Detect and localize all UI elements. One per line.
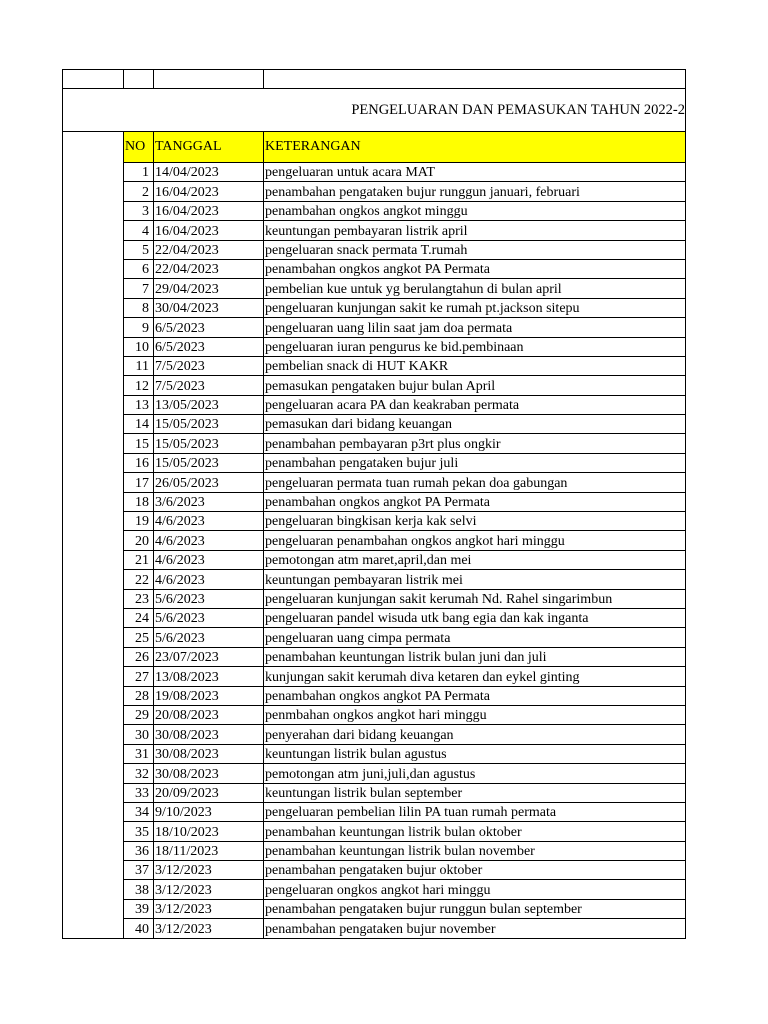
cell-no[interactable]: 6 xyxy=(124,259,154,278)
cell-no[interactable]: 37 xyxy=(124,861,154,880)
cell-keterangan[interactable]: pengeluaran penambahan ongkos angkot hari minggu xyxy=(264,531,686,550)
cell-tanggal[interactable]: 30/08/2023 xyxy=(154,744,264,763)
cell-tanggal[interactable]: 4/6/2023 xyxy=(154,512,264,531)
cell-keterangan[interactable]: penambahan ongkos angkot PA Permata xyxy=(264,492,686,511)
empty-cell[interactable] xyxy=(63,764,124,783)
empty-cell[interactable] xyxy=(63,512,124,531)
table-row xyxy=(63,473,686,492)
empty-cell[interactable] xyxy=(63,473,124,492)
empty-cell[interactable] xyxy=(63,492,124,511)
empty-cell[interactable] xyxy=(63,802,124,821)
cell-tanggal[interactable]: 16/04/2023 xyxy=(154,182,264,201)
empty-cell[interactable] xyxy=(63,822,124,841)
table-row xyxy=(63,899,686,918)
table-row xyxy=(63,298,686,317)
cell-keterangan[interactable]: penambahan ongkos angkot minggu xyxy=(264,201,686,220)
empty-cell[interactable] xyxy=(264,70,686,89)
cell-no[interactable]: 5 xyxy=(124,240,154,259)
cell-tanggal[interactable]: 20/08/2023 xyxy=(154,705,264,724)
cell-no[interactable]: 23 xyxy=(124,589,154,608)
cell-no[interactable]: 3 xyxy=(124,201,154,220)
cell-keterangan[interactable]: pemasukan dari bidang keuangan xyxy=(264,415,686,434)
table-row xyxy=(63,744,686,763)
cell-tanggal[interactable]: 16/04/2023 xyxy=(154,201,264,220)
empty-cell[interactable] xyxy=(63,725,124,744)
cell-no[interactable]: 11 xyxy=(124,356,154,375)
cell-tanggal[interactable]: 15/05/2023 xyxy=(154,415,264,434)
cell-tanggal[interactable]: 3/12/2023 xyxy=(154,880,264,899)
table-row xyxy=(63,492,686,511)
cell-tanggal[interactable]: 4/6/2023 xyxy=(154,531,264,550)
header-tanggal[interactable]: TANGGAL xyxy=(154,132,264,163)
cell-keterangan[interactable]: keuntungan listrik bulan september xyxy=(264,783,686,802)
cell-no[interactable]: 12 xyxy=(124,376,154,395)
empty-cell[interactable] xyxy=(63,899,124,918)
header-keterangan[interactable]: KETERANGAN xyxy=(264,132,686,163)
cell-keterangan[interactable]: penambahan pengataken bujur oktober xyxy=(264,861,686,880)
table-row xyxy=(63,783,686,802)
expense-income-table xyxy=(62,69,686,939)
cell-no[interactable]: 7 xyxy=(124,279,154,298)
cell-tanggal[interactable]: 3/6/2023 xyxy=(154,492,264,511)
empty-cell[interactable] xyxy=(63,182,124,201)
cell-no[interactable]: 10 xyxy=(124,337,154,356)
cell-keterangan[interactable]: pengeluaran pandel wisuda utk bang egia dan kak inganta xyxy=(264,608,686,627)
cell-tanggal[interactable]: 18/11/2023 xyxy=(154,841,264,860)
cell-no[interactable]: 34 xyxy=(124,802,154,821)
cell-no[interactable]: 27 xyxy=(124,667,154,686)
cell-tanggal[interactable]: 26/05/2023 xyxy=(154,473,264,492)
cell-no[interactable]: 24 xyxy=(124,608,154,627)
table-row xyxy=(63,395,686,414)
cell-keterangan[interactable]: pengeluaran acara PA dan keakraban permata xyxy=(264,395,686,414)
empty-cell[interactable] xyxy=(63,70,124,89)
cell-tanggal[interactable]: 7/5/2023 xyxy=(154,356,264,375)
cell-tanggal[interactable]: 3/12/2023 xyxy=(154,899,264,918)
cell-keterangan[interactable]: pembelian kue untuk yg berulangtahun di bulan april xyxy=(264,279,686,298)
empty-cell[interactable] xyxy=(63,395,124,414)
cell-keterangan[interactable]: penambahan ongkos angkot PA Permata xyxy=(264,686,686,705)
empty-cell[interactable] xyxy=(63,841,124,860)
cell-no[interactable]: 15 xyxy=(124,434,154,453)
cell-tanggal[interactable]: 3/12/2023 xyxy=(154,919,264,938)
cell-no[interactable]: 16 xyxy=(124,453,154,472)
empty-cell[interactable] xyxy=(63,686,124,705)
table-row xyxy=(63,201,686,220)
table-row xyxy=(63,434,686,453)
empty-cell[interactable] xyxy=(63,201,124,220)
table-row xyxy=(63,822,686,841)
table-row xyxy=(63,589,686,608)
empty-cell[interactable] xyxy=(154,70,264,89)
cell-tanggal[interactable]: 7/5/2023 xyxy=(154,376,264,395)
table-row xyxy=(63,356,686,375)
empty-cell[interactable] xyxy=(63,132,124,163)
empty-cell[interactable] xyxy=(63,531,124,550)
cell-tanggal[interactable]: 30/08/2023 xyxy=(154,764,264,783)
cell-no[interactable]: 19 xyxy=(124,512,154,531)
cell-tanggal[interactable]: 30/04/2023 xyxy=(154,298,264,317)
cell-tanggal[interactable]: 16/04/2023 xyxy=(154,221,264,240)
empty-cell[interactable] xyxy=(63,783,124,802)
table-row xyxy=(63,376,686,395)
cell-keterangan[interactable]: pengeluaran untuk acara MAT xyxy=(264,163,686,182)
cell-tanggal[interactable]: 19/08/2023 xyxy=(154,686,264,705)
table-row xyxy=(63,259,686,278)
table-row xyxy=(63,608,686,627)
cell-keterangan[interactable]: penambahan pembayaran p3rt plus ongkir xyxy=(264,434,686,453)
empty-cell[interactable] xyxy=(63,318,124,337)
cell-tanggal[interactable]: 6/5/2023 xyxy=(154,337,264,356)
table-row xyxy=(63,880,686,899)
cell-keterangan[interactable]: pengeluaran kunjungan sakit kerumah Nd. Rahel singarimbun xyxy=(264,589,686,608)
cell-tanggal[interactable]: 29/04/2023 xyxy=(154,279,264,298)
empty-cell[interactable] xyxy=(124,70,154,89)
empty-cell[interactable] xyxy=(63,550,124,569)
cell-no[interactable]: 30 xyxy=(124,725,154,744)
empty-cell[interactable] xyxy=(63,608,124,627)
cell-keterangan[interactable]: penambahan pengataken bujur runggun januari, februari xyxy=(264,182,686,201)
cell-keterangan[interactable]: penambahan keuntungan listrik bulan juni dan juli xyxy=(264,647,686,666)
empty-cell[interactable] xyxy=(63,298,124,317)
cell-keterangan[interactable]: pengeluaran pembelian lilin PA tuan rumah permata xyxy=(264,802,686,821)
cell-tanggal[interactable]: 4/6/2023 xyxy=(154,550,264,569)
cell-tanggal[interactable]: 22/04/2023 xyxy=(154,259,264,278)
cell-no[interactable]: 21 xyxy=(124,550,154,569)
cell-keterangan[interactable]: penambahan pengataken bujur november xyxy=(264,919,686,938)
cell-keterangan[interactable]: pengeluaran uang lilin saat jam doa permata xyxy=(264,318,686,337)
table-row xyxy=(63,550,686,569)
cell-tanggal[interactable]: 4/6/2023 xyxy=(154,570,264,589)
cell-no[interactable]: 18 xyxy=(124,492,154,511)
cell-no[interactable]: 32 xyxy=(124,764,154,783)
empty-cell[interactable] xyxy=(63,705,124,724)
empty-cell[interactable] xyxy=(63,880,124,899)
cell-no[interactable]: 22 xyxy=(124,570,154,589)
cell-keterangan[interactable]: penyerahan dari bidang keuangan xyxy=(264,725,686,744)
empty-cell[interactable] xyxy=(63,279,124,298)
cell-keterangan[interactable]: penambahan ongkos angkot PA Permata xyxy=(264,259,686,278)
cell-no[interactable]: 4 xyxy=(124,221,154,240)
cell-keterangan[interactable]: keuntungan listrik bulan agustus xyxy=(264,744,686,763)
spreadsheet xyxy=(62,69,685,939)
cell-tanggal[interactable]: 3/12/2023 xyxy=(154,861,264,880)
cell-tanggal[interactable]: 5/6/2023 xyxy=(154,608,264,627)
table-row xyxy=(63,240,686,259)
cell-no[interactable]: 33 xyxy=(124,783,154,802)
cell-tanggal[interactable]: 18/10/2023 xyxy=(154,822,264,841)
cell-no[interactable]: 9 xyxy=(124,318,154,337)
header-no[interactable]: NO xyxy=(124,132,154,163)
empty-top-row xyxy=(63,70,686,89)
cell-no[interactable]: 25 xyxy=(124,628,154,647)
table-row xyxy=(63,415,686,434)
cell-tanggal[interactable]: 23/07/2023 xyxy=(154,647,264,666)
cell-no[interactable]: 39 xyxy=(124,899,154,918)
sheet-title[interactable]: PENGELUARAN DAN PEMASUKAN TAHUN 2022-2 xyxy=(63,89,686,132)
empty-cell[interactable] xyxy=(63,628,124,647)
cell-keterangan[interactable]: pembelian snack di HUT KAKR xyxy=(264,356,686,375)
cell-keterangan[interactable]: pemasukan pengataken bujur bulan April xyxy=(264,376,686,395)
table-row xyxy=(63,861,686,880)
table-row xyxy=(63,163,686,182)
cell-keterangan[interactable]: penambahan pengataken bujur runggun bulan september xyxy=(264,899,686,918)
cell-keterangan[interactable]: penambahan pengataken bujur juli xyxy=(264,453,686,472)
table-row xyxy=(63,570,686,589)
table-row xyxy=(63,686,686,705)
empty-cell[interactable] xyxy=(63,667,124,686)
cell-tanggal[interactable]: 13/08/2023 xyxy=(154,667,264,686)
empty-cell[interactable] xyxy=(63,259,124,278)
cell-no[interactable]: 17 xyxy=(124,473,154,492)
cell-keterangan[interactable]: pengeluaran iuran pengurus ke bid.pembinaan xyxy=(264,337,686,356)
cell-no[interactable]: 26 xyxy=(124,647,154,666)
cell-tanggal[interactable]: 13/05/2023 xyxy=(154,395,264,414)
cell-no[interactable]: 1 xyxy=(124,163,154,182)
cell-keterangan[interactable]: pemotongan atm juni,juli,dan agustus xyxy=(264,764,686,783)
cell-no[interactable]: 31 xyxy=(124,744,154,763)
empty-cell[interactable] xyxy=(63,356,124,375)
cell-keterangan[interactable]: pengeluaran bingkisan kerja kak selvi xyxy=(264,512,686,531)
table-row xyxy=(63,221,686,240)
cell-keterangan[interactable]: penmbahan ongkos angkot hari minggu xyxy=(264,705,686,724)
cell-no[interactable]: 40 xyxy=(124,919,154,938)
title-row xyxy=(63,89,686,132)
table-row xyxy=(63,453,686,472)
empty-cell[interactable] xyxy=(63,744,124,763)
cell-keterangan[interactable]: pengeluaran snack permata T.rumah xyxy=(264,240,686,259)
empty-cell[interactable] xyxy=(63,376,124,395)
cell-no[interactable]: 38 xyxy=(124,880,154,899)
cell-no[interactable]: 28 xyxy=(124,686,154,705)
cell-no[interactable]: 20 xyxy=(124,531,154,550)
empty-cell[interactable] xyxy=(63,570,124,589)
cell-keterangan[interactable]: penambahan keuntungan listrik bulan november xyxy=(264,841,686,860)
cell-tanggal[interactable]: 5/6/2023 xyxy=(154,628,264,647)
cell-keterangan[interactable]: pengeluaran ongkos angkot hari minggu xyxy=(264,880,686,899)
cell-keterangan[interactable]: pemotongan atm maret,april,dan mei xyxy=(264,550,686,569)
cell-keterangan[interactable]: pengeluaran permata tuan rumah pekan doa gabungan xyxy=(264,473,686,492)
table-row xyxy=(63,919,686,938)
table-row xyxy=(63,182,686,201)
empty-cell[interactable] xyxy=(63,163,124,182)
empty-cell[interactable] xyxy=(63,434,124,453)
header-row xyxy=(63,132,686,163)
cell-no[interactable]: 29 xyxy=(124,705,154,724)
cell-tanggal[interactable]: 22/04/2023 xyxy=(154,240,264,259)
table-row xyxy=(63,628,686,647)
cell-tanggal[interactable]: 9/10/2023 xyxy=(154,802,264,821)
cell-no[interactable]: 14 xyxy=(124,415,154,434)
empty-cell[interactable] xyxy=(63,453,124,472)
cell-keterangan[interactable]: keuntungan pembayaran listrik april xyxy=(264,221,686,240)
table-row xyxy=(63,725,686,744)
table-row xyxy=(63,531,686,550)
cell-no[interactable]: 13 xyxy=(124,395,154,414)
empty-cell[interactable] xyxy=(63,647,124,666)
cell-tanggal[interactable]: 30/08/2023 xyxy=(154,725,264,744)
cell-keterangan[interactable]: penambahan keuntungan listrik bulan oktober xyxy=(264,822,686,841)
table-row xyxy=(63,841,686,860)
empty-cell[interactable] xyxy=(63,415,124,434)
cell-no[interactable]: 36 xyxy=(124,841,154,860)
cell-tanggal[interactable]: 15/05/2023 xyxy=(154,434,264,453)
table-row xyxy=(63,667,686,686)
cell-keterangan[interactable]: keuntungan pembayaran listrik mei xyxy=(264,570,686,589)
cell-no[interactable]: 35 xyxy=(124,822,154,841)
table-row xyxy=(63,764,686,783)
cell-tanggal[interactable]: 20/09/2023 xyxy=(154,783,264,802)
cell-no[interactable]: 2 xyxy=(124,182,154,201)
table-row xyxy=(63,337,686,356)
cell-keterangan[interactable]: pengeluaran uang cimpa permata xyxy=(264,628,686,647)
table-row xyxy=(63,279,686,298)
table-row xyxy=(63,705,686,724)
empty-cell[interactable] xyxy=(63,919,124,938)
cell-keterangan[interactable]: pengeluaran kunjungan sakit ke rumah pt.jackson sitepu xyxy=(264,298,686,317)
empty-cell[interactable] xyxy=(63,337,124,356)
cell-tanggal[interactable]: 15/05/2023 xyxy=(154,453,264,472)
cell-tanggal[interactable]: 6/5/2023 xyxy=(154,318,264,337)
table-row xyxy=(63,802,686,821)
cell-tanggal[interactable]: 14/04/2023 xyxy=(154,163,264,182)
table-row xyxy=(63,647,686,666)
empty-cell[interactable] xyxy=(63,589,124,608)
empty-cell[interactable] xyxy=(63,240,124,259)
table-row xyxy=(63,512,686,531)
empty-cell[interactable] xyxy=(63,861,124,880)
table-row xyxy=(63,318,686,337)
cell-keterangan[interactable]: kunjungan sakit kerumah diva ketaren dan eykel ginting xyxy=(264,667,686,686)
cell-tanggal[interactable]: 5/6/2023 xyxy=(154,589,264,608)
cell-no[interactable]: 8 xyxy=(124,298,154,317)
empty-cell[interactable] xyxy=(63,221,124,240)
